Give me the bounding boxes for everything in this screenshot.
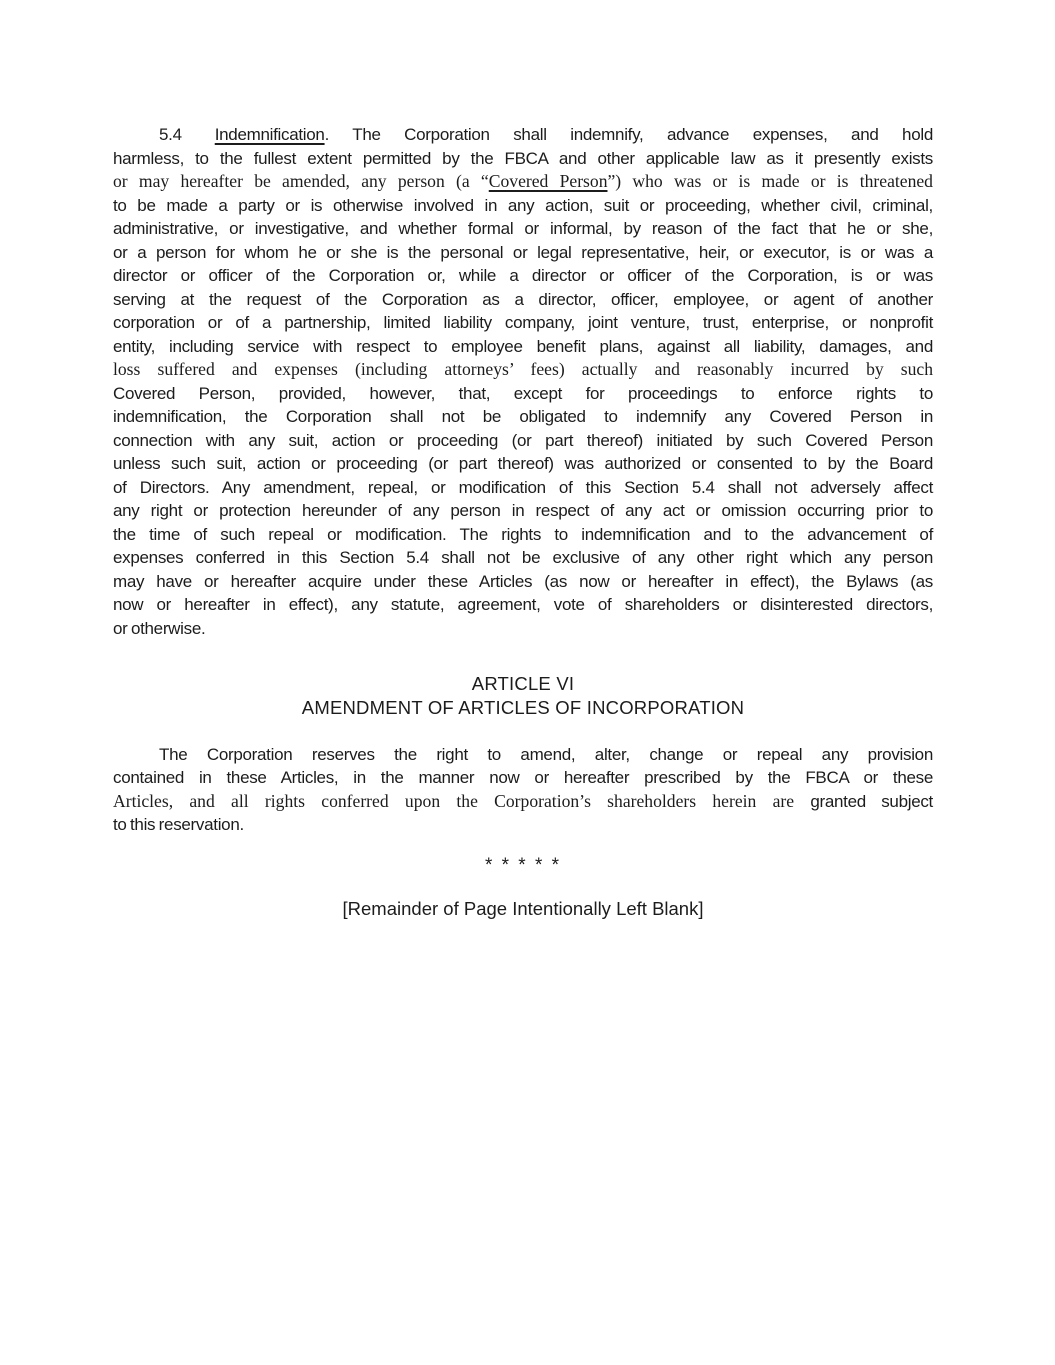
- section-5-4-line-22: or otherwise.: [113, 618, 206, 638]
- section-5-4-line-10: entity, including service with respect to employee benefit plans, against all liability, damages, and: [113, 336, 933, 356]
- article-vi-line-1: [113, 743, 933, 767]
- section-5-4-line-3: [113, 170, 933, 194]
- article-vi-heading: ARTICLE VI: [471, 673, 575, 694]
- article-vi-paragraph: [113, 743, 933, 837]
- section-number: 5.4: [159, 125, 182, 144]
- section-5-4-line-15: unless such suit, action or proceeding (or part thereof) was authorized or consented to by the Board: [113, 454, 933, 473]
- defined-term-covered-person: Covered Person: [488, 171, 608, 191]
- line-text: ”) who was or is made or is threatened: [607, 171, 933, 191]
- section-5-4-line-21: now or hereafter in effect), any statute, agreement, vote of shareholders or disinterested directors,: [113, 595, 933, 614]
- line-text: granted subject: [810, 791, 933, 811]
- section-5-4-line-20: may have or hereafter acquire under these Articles (as now or hereafter in effect), the Bylaws (as: [113, 571, 933, 591]
- article-vi-line-3: [113, 790, 933, 814]
- section-5-4-line-2: harmless, to the fullest extent permitted by the FBCA and other applicable law as it presently exists: [113, 148, 933, 168]
- paragraph-indent: [113, 759, 159, 760]
- section-5-4-line-17: any right or protection hereunder of any person in respect of any act or omission occurring prior to: [113, 501, 933, 520]
- section-5-4-line-16: of Directors. Any amendment, repeal, or modification of this Section 5.4 shall not adversely affect: [113, 477, 933, 497]
- section-5-4-line-9: corporation or of a partnership, limited liability company, joint venture, trust, enterprise, or nonprofit: [113, 313, 933, 332]
- remainder-note: [Remainder of Page Intentionally Left Blank]: [342, 898, 704, 919]
- section-5-4-line-7: director or officer of the Corporation or, while a director or officer of the Corporation, is or was: [113, 266, 933, 285]
- section-5-4-line-6: or a person for whom he or she is the personal or legal representative, heir, or executor, is or was a: [113, 242, 933, 262]
- article-vi-subheading: AMENDMENT OF ARTICLES OF INCORPORATION: [301, 696, 745, 718]
- document-content: [113, 123, 933, 921]
- paragraph-indent: [113, 139, 159, 140]
- section-5-4-line-4: to be made a party or is otherwise involved in any action, suit or proceeding, whether civil, criminal,: [113, 195, 933, 215]
- line-text: The Corporation reserves the right to amend, alter, change or repeal any provision: [159, 744, 933, 764]
- section-5-4-line-18: the time of such repeal or modification. The rights to indemnification and to the advancement of: [113, 524, 933, 544]
- article-vi-line-4: to this reservation.: [113, 815, 244, 834]
- tab-spacer: [182, 139, 215, 140]
- section-5-4-paragraph: [113, 123, 933, 640]
- section-5-4-line-13: indemnification, the Corporation shall not be obligated to indemnify any Covered Person in: [113, 407, 933, 426]
- section-title-underlined: Indemnification: [214, 125, 325, 144]
- line-text: . The Corporation shall indemnify, advance expenses, and hold: [324, 125, 933, 144]
- section-5-4-line-1: [113, 123, 933, 147]
- section-5-4-line-11: loss suffered and expenses (including attorneys’ fees) actually and reasonably incurred by such: [113, 359, 933, 379]
- line-text: or may hereafter be amended, any person (a “: [113, 171, 489, 191]
- section-5-4-line-5: administrative, or investigative, and whether formal or informal, by reason of the fact that he or she,: [113, 219, 933, 238]
- section-5-4-line-8: serving at the request of the Corporation as a director, officer, employee, or agent of another: [113, 289, 933, 309]
- section-5-4-line-19: expenses conferred in this Section 5.4 shall not be exclusive of any other right which any person: [113, 548, 933, 567]
- article-vi-line-2: contained in these Articles, in the manner now or hereafter prescribed by the FBCA or these: [113, 768, 933, 787]
- section-separator-asterisks: * * * * *: [484, 854, 562, 876]
- section-5-4-line-12: Covered Person, provided, however, that, except for proceedings to enforce rights to: [113, 383, 933, 403]
- section-5-4-line-14: connection with any suit, action or proceeding (or part thereof) initiated by such Covered Person: [113, 430, 933, 450]
- line-text-serif: Articles, and all rights conferred upon the Corporation’s shareholders herein are: [113, 790, 811, 811]
